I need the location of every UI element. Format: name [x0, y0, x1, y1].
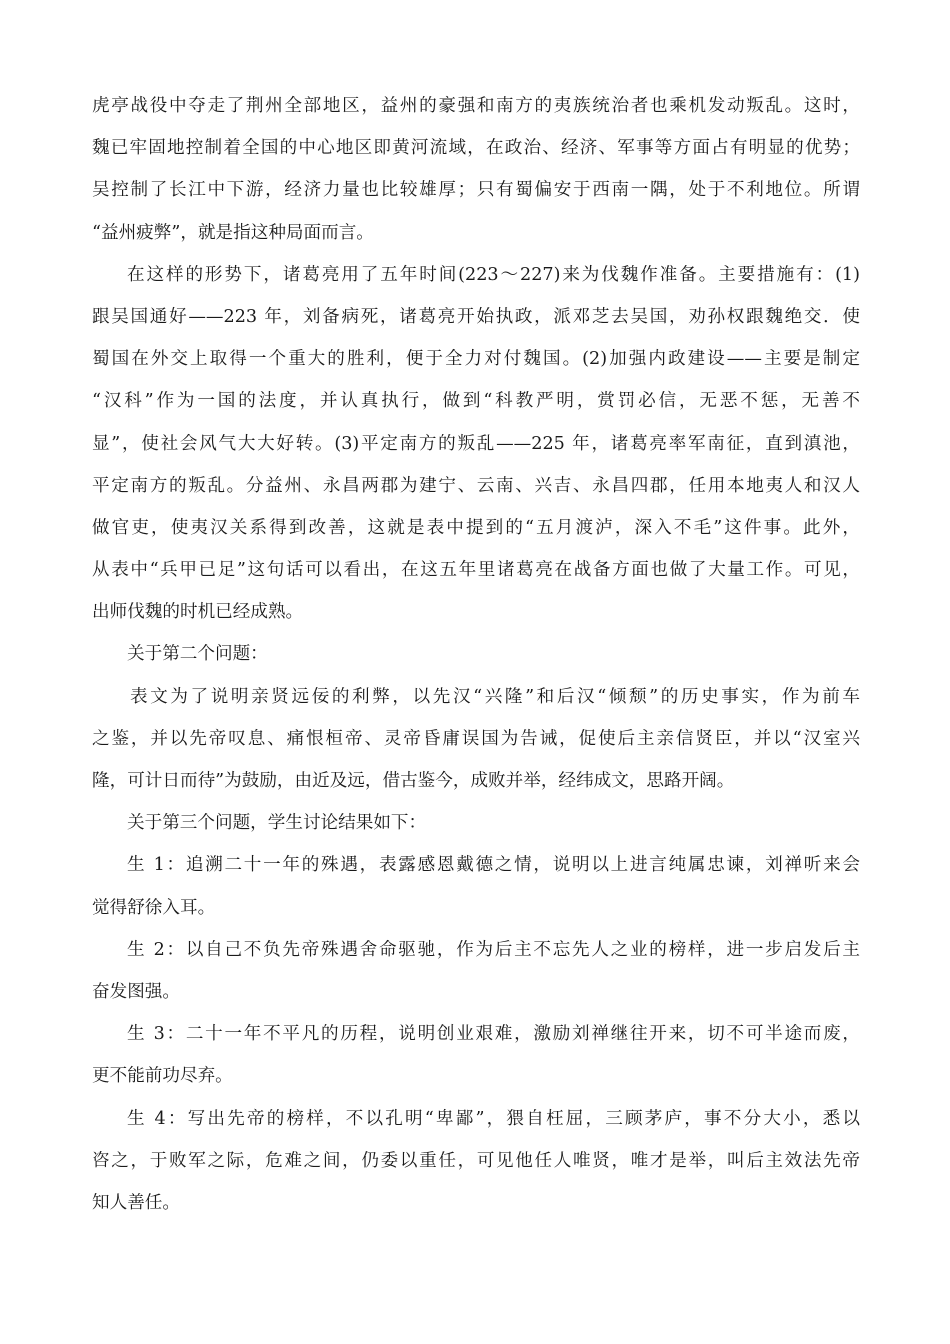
paragraph-student-2: [92, 929, 860, 1013]
paragraph-student-3: [92, 1013, 860, 1097]
text-line: 生 2：以自己不负先帝殊遇舍命驱驰，作为后主不忘先人之业的榜样，进一步启发后主: [127, 939, 860, 960]
text-line: 吴控制了长江中下游，经济力量也比较雄厚；只有蜀偏安于西南一隅，处于不利地位。所谓: [92, 180, 860, 201]
text-line: 做官吏，使夷汉关系得到改善，这就是表中提到的“五月渡泸，深入不毛”这件事。此外，: [92, 517, 860, 538]
paragraph-preparation: [92, 254, 860, 634]
text-line: 从表中“兵甲已足”这句话可以看出，在这五年里诸葛亮在战备方面也做了大量工作。可见，: [92, 560, 860, 581]
text-line: 关于第二个问题：: [127, 644, 268, 665]
text-line: 虎亭战役中夺走了荆州全部地区，益州的豪强和南方的夷族统治者也乘机发动叛乱。这时，: [92, 96, 860, 116]
text-line: 生 3：二十一年不平凡的历程，说明创业艰难，激励刘禅继往开来，切不可半途而废，: [127, 1024, 860, 1045]
text-line: 跟吴国通好——223 年，刘备病死，诸葛亮开始执政，派邓芝去吴国，劝孙权跟魏绝交．使: [92, 306, 860, 327]
text-line: 咨之，于败军之际，危难之间，仍委以重任，可见他任人唯贤，唯才是举，叫后主效法先帝: [92, 1150, 860, 1171]
text-line: 关于第三个问题，学生讨论结果如下：: [127, 813, 427, 834]
text-line: 魏已牢固地控制着全国的中心地区即黄河流域，在政治、经济、军事等方面占有明显的优势；: [92, 138, 860, 159]
paragraph-student-4: [92, 1098, 860, 1225]
paragraph-question-two-heading: [92, 633, 860, 675]
text-line: “益州疲弊”，就是指这种局面而言。: [92, 222, 374, 243]
text-line: 蜀国在外交上取得一个重大的胜利，便于全力对付魏国。(2)加强内政建设——主要是制定: [92, 349, 860, 370]
text-line: 更不能前功尽弃。: [92, 1066, 233, 1087]
text-line: 平定南方的叛乱。分益州、永昌两郡为建宁、云南、兴吉、永昌四郡，任用本地夷人和汉人: [92, 475, 860, 496]
text-line: 生 4：写出先帝的榜样，不以孔明“卑鄙”，猥自枉屈，三顾茅庐，事不分大小，悉以: [127, 1108, 860, 1129]
paragraph-context: [92, 85, 860, 254]
text-line: 表文为了说明亲贤远佞的利弊，以先汉“兴隆”和后汉“倾颓”的历史事实，作为前车: [130, 686, 860, 707]
text-line: 在这样的形势下，诸葛亮用了五年时间(223～227)来为伐魏作准备。主要措施有：(1): [127, 264, 860, 285]
text-line: “汉科”作为一国的法度，并认真执行，做到“科教严明，赏罚必信，无恶不惩，无善不: [92, 391, 860, 412]
text-line: 觉得舒徐入耳。: [92, 897, 216, 918]
text-line: 生 1：追溯二十一年的殊遇，表露感恩戴德之情，说明以上进言纯属忠谏，刘禅听来会: [127, 855, 860, 876]
text-line: 显”，使社会风气大大好转。(3)平定南方的叛乱——225 年，诸葛亮率军南征，直到滇池，: [92, 433, 860, 454]
text-line: 奋发图强。: [92, 981, 180, 1002]
text-line: 知人善任。: [92, 1192, 180, 1213]
document-page: [92, 85, 860, 1224]
text-line: 之鉴，并以先帝叹息、痛恨桓帝、灵帝昏庸误国为告诫，促使后主亲信贤臣，并以“汉室兴: [92, 728, 860, 749]
text-line: 出师伐魏的时机已经成熟。: [92, 602, 304, 623]
paragraph-question-two-answer: [92, 676, 860, 803]
paragraph-question-three-heading: [92, 802, 860, 844]
text-line: 隆，可计日而待”为鼓励，由近及远，借古鉴今，成败并举，经纬成文，思路开阔。: [92, 771, 735, 791]
paragraph-student-1: [92, 844, 860, 928]
